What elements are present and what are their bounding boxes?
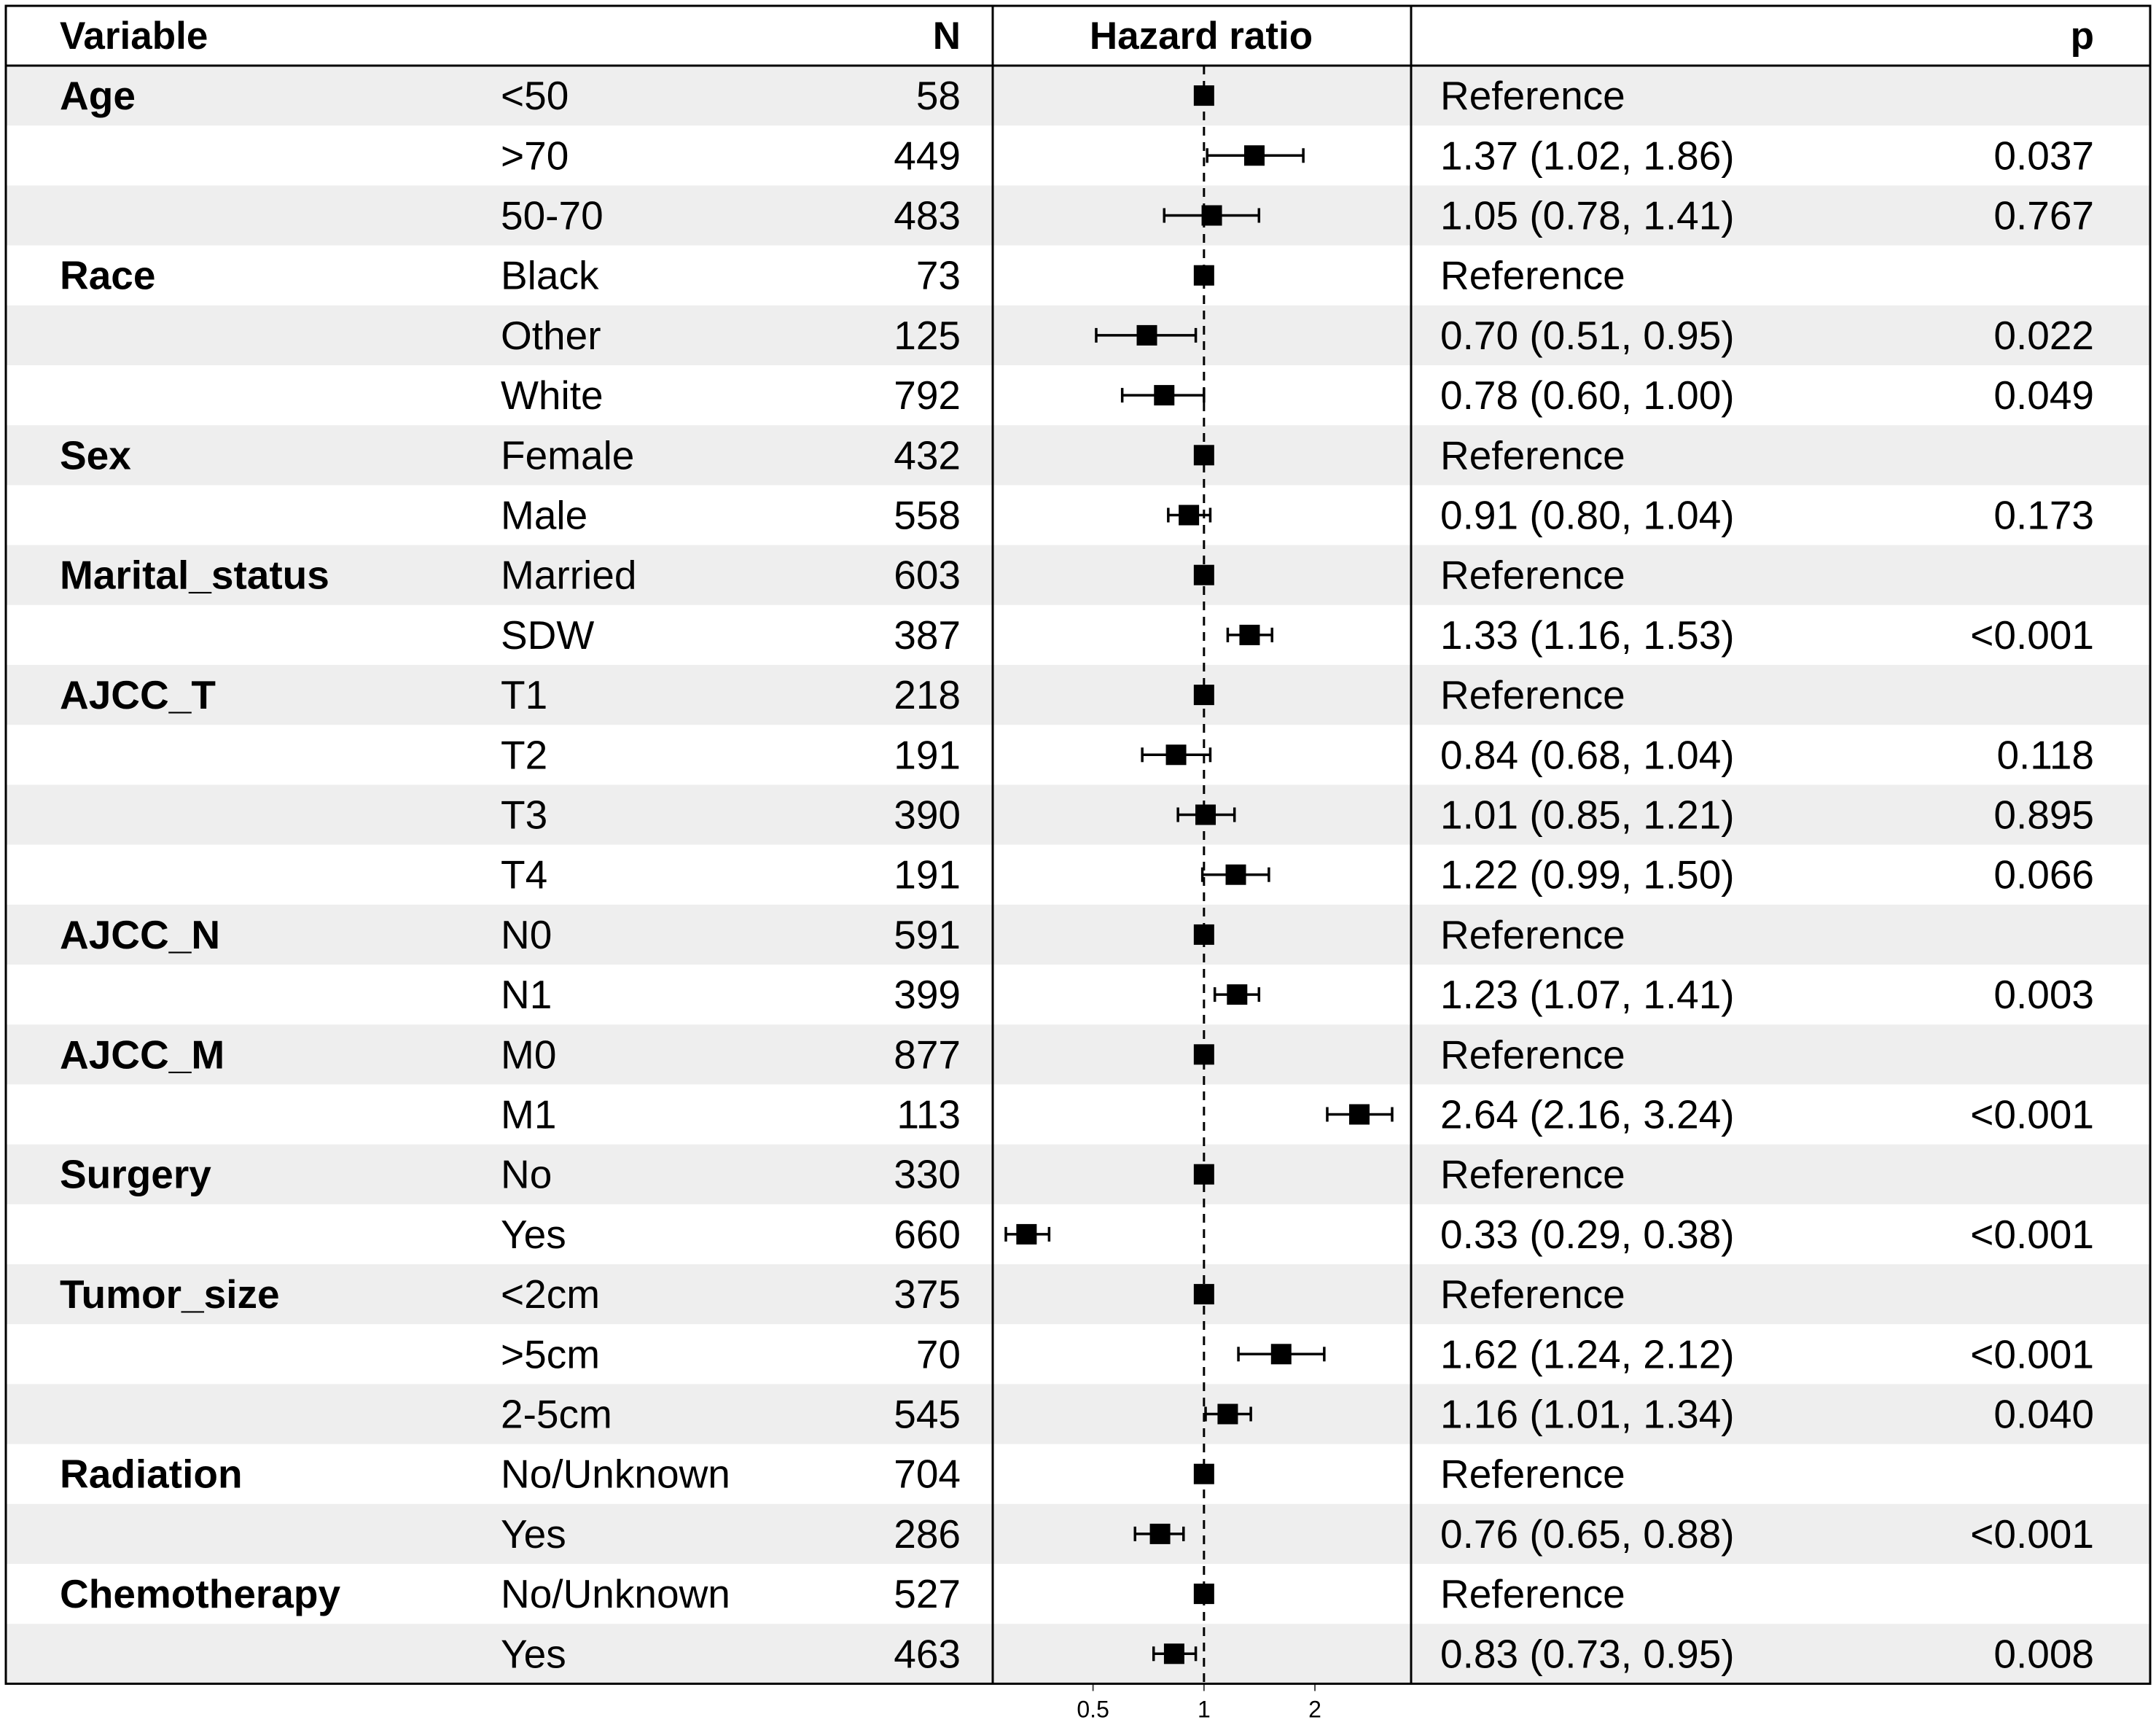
p-value: <0.001: [1970, 612, 2094, 658]
hazard-ratio-ci: 1.33 (1.16, 1.53): [1440, 612, 1735, 658]
p-value: 0.895: [1993, 792, 2094, 838]
level-label: T2: [501, 732, 548, 778]
n-value: 558: [894, 492, 961, 538]
hazard-ratio-point: [1164, 1643, 1184, 1664]
hazard-ratio-ci: Reference: [1440, 1151, 1625, 1197]
n-value: 375: [894, 1272, 961, 1317]
hazard-ratio-ci: 0.78 (0.60, 1.00): [1440, 373, 1735, 418]
row-stripe: [6, 1264, 2150, 1324]
n-value: 603: [894, 552, 961, 598]
p-value: 0.008: [1993, 1631, 2094, 1677]
hazard-ratio-point: [1227, 984, 1247, 1005]
row-stripe: [6, 185, 2150, 245]
hazard-mark: [1194, 1584, 1214, 1604]
hazard-ratio-point: [1194, 1284, 1214, 1304]
variable-label: Radiation: [60, 1451, 243, 1497]
hazard-ratio-ci: 1.01 (0.85, 1.21): [1440, 792, 1735, 838]
row-stripe: [6, 784, 2150, 844]
hazard-ratio-ci: 0.91 (0.80, 1.04): [1440, 492, 1735, 538]
hazard-mark: [1227, 625, 1272, 645]
hazard-ratio-point: [1154, 385, 1174, 405]
hazard-mark: [1194, 685, 1214, 705]
level-label: N1: [501, 972, 552, 1018]
n-value: 591: [894, 911, 961, 957]
hazard-ratio-point: [1150, 1524, 1171, 1544]
hazard-mark: [1215, 984, 1259, 1005]
hazard-ratio-ci: Reference: [1440, 1272, 1625, 1317]
header-p: p: [2070, 15, 2094, 58]
hazard-mark: [1006, 1224, 1049, 1245]
variable-label: Age: [60, 73, 136, 119]
hazard-ratio-point: [1194, 445, 1214, 465]
n-value: 483: [894, 192, 961, 238]
level-label: M1: [501, 1091, 557, 1137]
n-value: 191: [894, 852, 961, 897]
hazard-mark: [1142, 744, 1210, 765]
p-value: <0.001: [1970, 1511, 2094, 1557]
level-label: Yes: [501, 1631, 566, 1677]
level-label: Other: [501, 312, 601, 358]
hazard-ratio-point: [1349, 1105, 1370, 1125]
hazard-mark: [1194, 1464, 1214, 1484]
hazard-ratio-point: [1016, 1224, 1036, 1245]
hazard-ratio-ci: Reference: [1440, 1451, 1625, 1497]
p-value: 0.037: [1993, 133, 2094, 179]
hazard-ratio-point: [1195, 805, 1216, 825]
p-value: 0.040: [1993, 1391, 2094, 1437]
n-value: 125: [894, 312, 961, 358]
hazard-ratio-ci: Reference: [1440, 672, 1625, 718]
hazard-ratio-ci: 1.62 (1.24, 2.12): [1440, 1331, 1735, 1377]
level-label: Married: [501, 552, 637, 598]
hazard-ratio-point: [1226, 865, 1246, 885]
table-row: [501, 612, 2094, 658]
header-hazard-ratio: Hazard ratio: [1089, 15, 1313, 58]
level-label: No: [501, 1151, 552, 1197]
hazard-ratio-ci: Reference: [1440, 432, 1625, 478]
hazard-ratio-point: [1194, 85, 1214, 106]
variable-label: AJCC_N: [60, 911, 221, 957]
level-label: T4: [501, 852, 548, 897]
hazard-ratio-point: [1194, 565, 1214, 585]
hazard-mark: [1327, 1105, 1392, 1125]
level-label: Yes: [501, 1511, 566, 1557]
row-stripe: [6, 1145, 2150, 1204]
hazard-ratio-ci: 1.23 (1.07, 1.41): [1440, 972, 1735, 1018]
hazard-ratio-point: [1194, 1164, 1214, 1185]
p-value: 0.767: [1993, 192, 2094, 238]
hazard-ratio-ci: 1.37 (1.02, 1.86): [1440, 133, 1735, 179]
row-stripe: [6, 905, 2150, 965]
hazard-mark: [1207, 145, 1303, 166]
level-label: Female: [501, 432, 635, 478]
n-value: 545: [894, 1391, 961, 1437]
hazard-ratio-ci: 2.64 (2.16, 3.24): [1440, 1091, 1735, 1137]
row-stripe: [6, 1504, 2150, 1564]
table-row: [60, 1571, 1625, 1616]
hazard-ratio-point: [1239, 625, 1259, 645]
hazard-mark: [1194, 445, 1214, 465]
level-label: T1: [501, 672, 548, 718]
row-stripes: [6, 66, 2150, 1683]
hazard-mark: [1194, 565, 1214, 585]
header-n: N: [932, 15, 961, 58]
variable-label: Tumor_size: [60, 1272, 280, 1317]
variable-label: Chemotherapy: [60, 1571, 341, 1617]
row-stripe: [6, 425, 2150, 485]
p-value: <0.001: [1970, 1091, 2094, 1137]
hazard-mark: [1238, 1344, 1324, 1364]
hazard-ratio-ci: Reference: [1440, 1571, 1625, 1617]
n-value: 660: [894, 1211, 961, 1257]
level-label: <50: [501, 73, 569, 119]
table-row: [501, 852, 2094, 897]
hazard-mark: [1194, 1044, 1214, 1064]
table-row: [501, 373, 2094, 418]
p-value: 0.173: [1993, 492, 2094, 538]
n-value: 330: [894, 1151, 961, 1197]
variable-label: Sex: [60, 432, 131, 478]
hazard-mark: [1194, 85, 1214, 106]
n-value: 387: [894, 612, 961, 658]
level-label: White: [501, 373, 604, 418]
table-row: [501, 1212, 2094, 1257]
hazard-ratio-ci: Reference: [1440, 252, 1625, 298]
hazard-ratio-point: [1194, 1584, 1214, 1604]
hazard-ratio-ci: Reference: [1440, 911, 1625, 957]
x-tick-label: 0.5: [1077, 1696, 1109, 1723]
row-stripe: [6, 66, 2150, 125]
p-value: <0.001: [1970, 1331, 2094, 1377]
table-row: [60, 1452, 1625, 1497]
n-value: 58: [915, 73, 961, 119]
row-stripe: [6, 1384, 2150, 1444]
p-value: <0.001: [1970, 1211, 2094, 1257]
table-row: [501, 493, 2094, 538]
hazard-ratio-point: [1244, 145, 1265, 166]
level-label: <2cm: [501, 1272, 601, 1317]
hazard-ratio-ci: 0.76 (0.65, 0.88): [1440, 1511, 1735, 1557]
table-row: [501, 732, 2094, 777]
n-value: 792: [894, 373, 961, 418]
hazard-ratio-point: [1137, 325, 1157, 346]
level-label: No/Unknown: [501, 1451, 730, 1497]
hazard-mark: [1194, 1284, 1214, 1304]
hazard-ratio-point: [1217, 1404, 1238, 1425]
hazard-ratio-ci: 0.33 (0.29, 0.38): [1440, 1211, 1735, 1257]
level-label: >70: [501, 133, 569, 179]
hazard-ratio-point: [1179, 505, 1199, 526]
table-row: [501, 972, 2094, 1017]
n-value: 73: [915, 252, 961, 298]
hazard-ratio-point: [1166, 744, 1187, 765]
hazard-ratio-point: [1194, 265, 1214, 286]
hazard-ratio-ci: 0.84 (0.68, 1.04): [1440, 732, 1735, 778]
n-value: 527: [894, 1571, 961, 1617]
n-value: 286: [894, 1511, 961, 1557]
variable-label: Marital_status: [60, 552, 329, 598]
row-stripe: [6, 305, 2150, 365]
hazard-mark: [1122, 385, 1204, 405]
hazard-ratio-ci: 0.70 (0.51, 0.95): [1440, 312, 1735, 358]
table-header: [60, 15, 2094, 58]
level-label: >5cm: [501, 1331, 601, 1377]
row-stripe: [6, 1024, 2150, 1084]
p-value: 0.022: [1993, 312, 2094, 358]
hazard-mark: [1194, 265, 1214, 286]
n-value: 432: [894, 432, 961, 478]
p-value: 0.118: [1996, 732, 2094, 778]
variable-label: AJCC_T: [60, 672, 216, 718]
p-value: 0.049: [1993, 373, 2094, 418]
level-label: 50-70: [501, 192, 604, 238]
n-value: 449: [894, 133, 961, 179]
variable-label: Surgery: [60, 1151, 211, 1197]
level-label: M0: [501, 1032, 557, 1078]
level-label: N0: [501, 911, 552, 957]
row-stripe: [6, 665, 2150, 725]
n-value: 191: [894, 732, 961, 778]
hazard-ratio-ci: Reference: [1440, 73, 1625, 119]
table-row: [60, 253, 1625, 298]
level-label: SDW: [501, 612, 595, 658]
n-value: 463: [894, 1631, 961, 1677]
level-label: Black: [501, 252, 599, 298]
hazard-ratio-point: [1271, 1344, 1292, 1364]
variable-label: AJCC_M: [60, 1032, 225, 1078]
hazard-mark: [1203, 865, 1269, 885]
level-label: 2-5cm: [501, 1391, 612, 1437]
hazard-mark: [1168, 505, 1211, 526]
level-label: T3: [501, 792, 548, 838]
x-tick-label: 1: [1197, 1696, 1211, 1723]
x-tick-label: 2: [1308, 1696, 1321, 1723]
hazard-ratio-point: [1202, 206, 1222, 226]
hazard-mark: [1194, 1164, 1214, 1185]
hazard-ratio-ci: 0.83 (0.73, 0.95): [1440, 1631, 1735, 1677]
hazard-ratio-ci: Reference: [1440, 1032, 1625, 1078]
hazard-ratio-point: [1194, 924, 1214, 945]
table-row: [501, 1092, 2094, 1137]
p-value: 0.003: [1993, 972, 2094, 1018]
n-value: 390: [894, 792, 961, 838]
n-value: 113: [897, 1091, 961, 1137]
hazard-ratio-ci: 1.16 (1.01, 1.34): [1440, 1391, 1735, 1437]
hazard-ratio-ci: Reference: [1440, 552, 1625, 598]
row-stripe: [6, 1624, 2150, 1683]
hazard-mark: [1194, 924, 1214, 945]
hazard-ratio-ci: 1.22 (0.99, 1.50): [1440, 852, 1735, 897]
n-value: 877: [894, 1032, 961, 1078]
n-value: 399: [894, 972, 961, 1018]
hazard-ratio-point: [1194, 685, 1214, 705]
level-label: Male: [501, 492, 588, 538]
hazard-ratio-point: [1194, 1044, 1214, 1064]
header-variable: Variable: [60, 15, 208, 58]
hazard-ratio-ci: 1.05 (0.78, 1.41): [1440, 192, 1735, 238]
hazard-ratio-point: [1194, 1464, 1214, 1484]
level-label: No/Unknown: [501, 1571, 730, 1617]
n-value: 704: [894, 1451, 961, 1497]
n-value: 218: [894, 672, 961, 718]
x-axis: [1077, 1683, 1321, 1722]
level-label: Yes: [501, 1211, 566, 1257]
n-value: 70: [915, 1331, 961, 1377]
variable-label: Race: [60, 252, 156, 298]
p-value: 0.066: [1993, 852, 2094, 897]
